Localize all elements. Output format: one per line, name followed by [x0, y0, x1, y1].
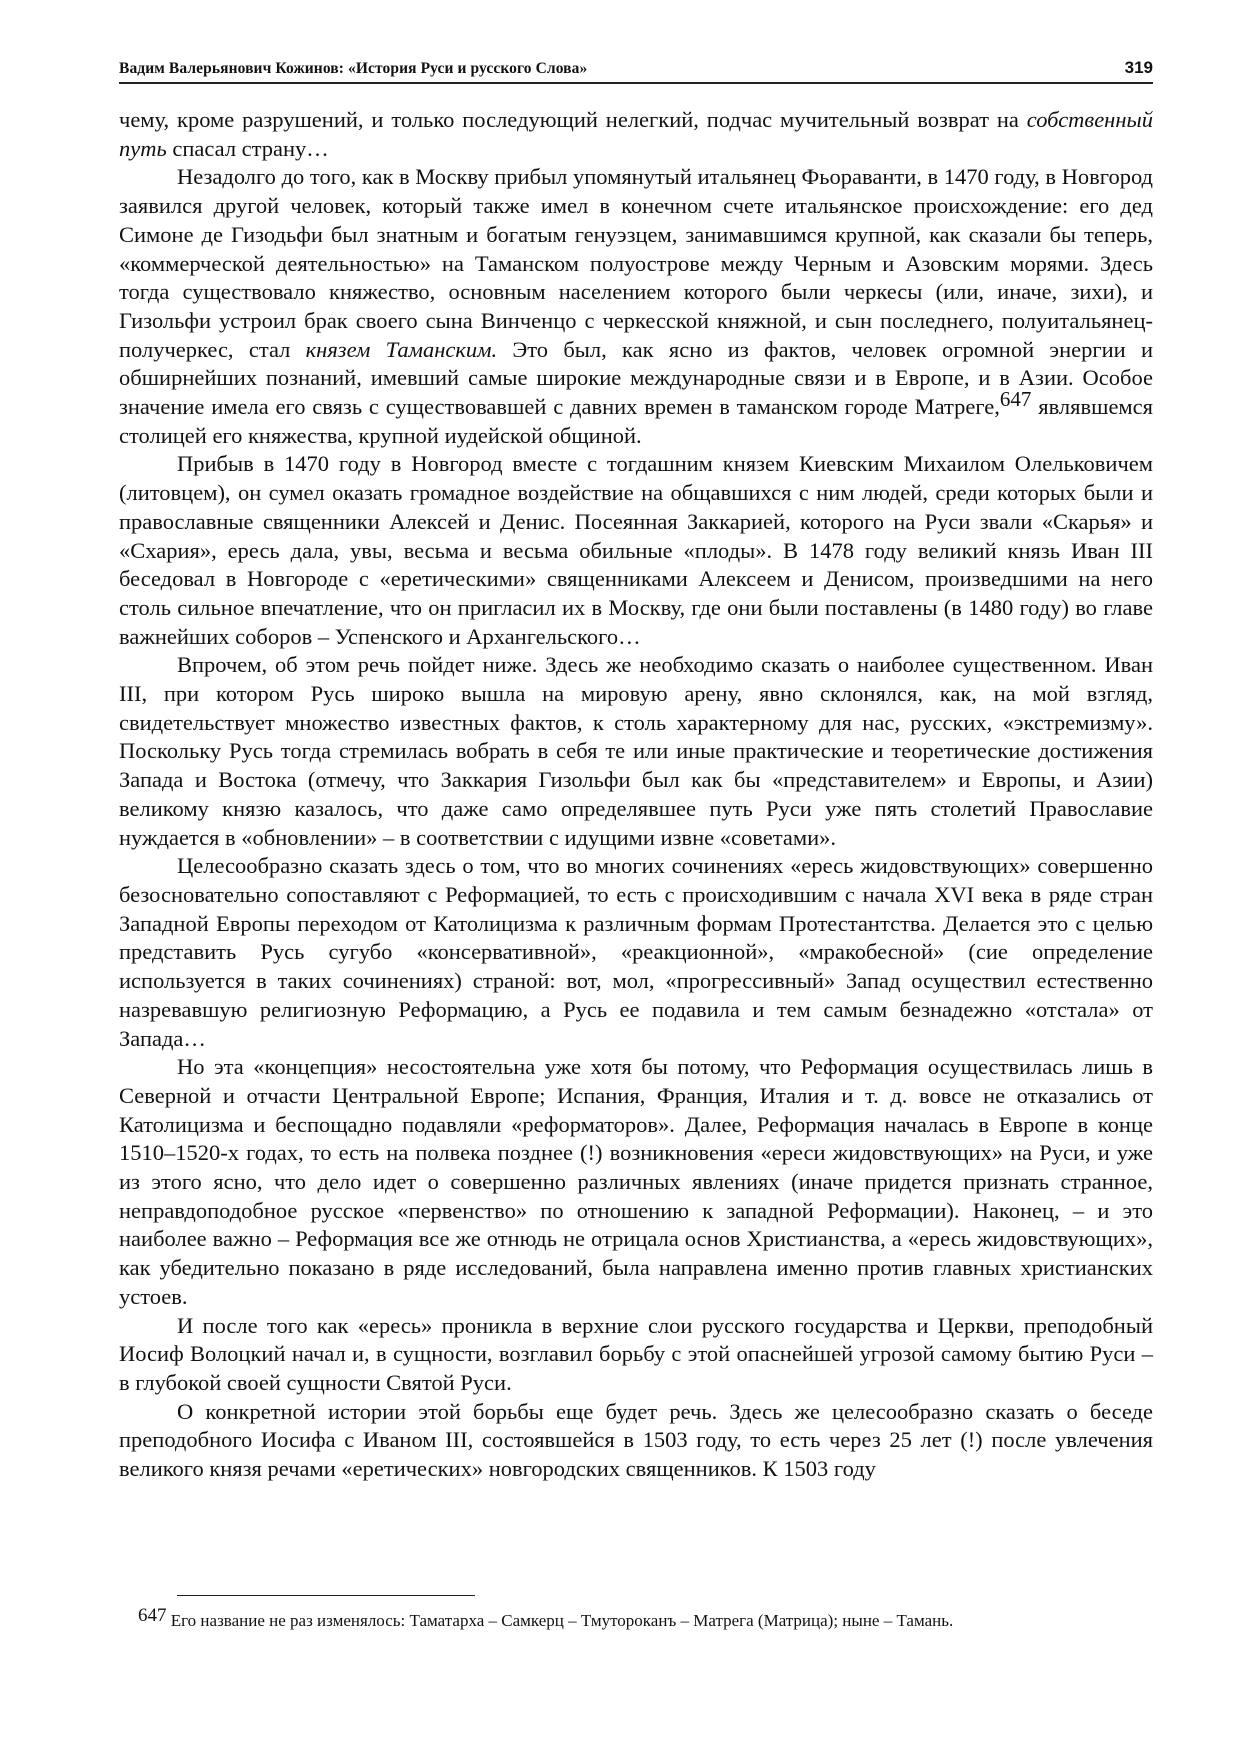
running-title: Вадим Валерьянович Кожинов: «История Руси и русского Слова»: [119, 60, 588, 77]
footnote-text: Его название не раз изменялось: Таматарха – Самкерц – Тмутороканъ – Матрега (Матрица); ныне – Тамань.: [166, 1611, 954, 1630]
paragraph-text: чему, кроме разрушений, и только последующий нелегкий, подчас мучительный возврат на: [119, 107, 1027, 132]
paragraph-8: О конкретной истории этой борьбы еще будет речь. Здесь же целесообразно сказать о беседе преподобного Иосифа с Иваном III, состоявшейся в 1503 году, то есть через 25 лет (!) после увлечения великого князя речами «еретических» новгородских священников. К 1503 году: [119, 1398, 1153, 1482]
paragraph-2: [119, 163, 1153, 450]
paragraph-text: являвшемся столицей его княжества, крупной иудейской общиной.: [119, 394, 1154, 448]
footnote: [138, 1605, 1153, 1632]
paragraph-7: И после того как «ересь» проникла в верхние слои русского государства и Церкви, преподобный Иосиф Волоцкий начал и, в сущности, возглавил борьбу с этой опаснейшей угрозой самому бытию Руси – в глубокой своей сущности Святой Руси.: [119, 1312, 1153, 1395]
italic-phrase: князем Таманским.: [305, 336, 498, 362]
paragraph-1: [119, 106, 1153, 163]
italic-phrase: собственный путь: [119, 107, 1153, 161]
paragraph-3: Прибыв в 1470 году в Новгород вместе с тогдашним князем Киевским Михаилом Олельковичем (литовцем), он сумел оказать громадное воздействие на общавшихся с ним людей, среди которых были и православные священники Алексей и Денис. Посеянная Заккарией, которого на Руси звали «Скарья» и «Схария», ересь дала, увы, весьма и весьма обильные «плоды». В 1478 году великий князь Иван III беседовал в Новгороде с «еретическими» священниками Алексеем и Денисом, произведшими на него столь сильное впечатление, что он пригласил их в Москву, где они были поставлены (в 1480 году) во главе важнейших соборов – Успенского и Архангельского…: [119, 451, 1153, 649]
body-text: [119, 106, 1153, 1484]
footnote-divider: [177, 1595, 475, 1596]
paragraph-text: спасал страну…: [166, 135, 329, 161]
paragraph-text: Незадолго до того, как в Москву прибыл упомянутый итальянец Фьораванти, в 1470 году, в Новгород заявился другой человек, который также имел в конечном счете итальянское происхождение: его дед Симоне де Гизодьфи был знатным и богатым генуэзцем, занимавшимся крупной, как сказали бы теперь, «коммерческой деятельностью» на Таманском полуострове между Черным и Азовским морями. Здесь тогда существовало княжество, основным населением которого были черкесы (или, иначе, зихи), и Гизольфи устроил брак своего сына Винченцо с черкесской княжной, и сын последнего, полуитальянец-получеркес, стал: [119, 164, 1153, 362]
footnote-reference[interactable]: 647: [999, 387, 1032, 412]
page-number: 319: [1124, 58, 1153, 77]
paragraph-5: Целесообразно сказать здесь о том, что во многих сочинениях «ересь жидовствующих» совершенно безосновательно сопоставляют с Реформацией, то есть с происходившим с начала XVI века в ряде стран Западной Европы переходом от Католицизма к различным формам Протестантства. Делается это с целью представить Русь сугубо «консервативной», «реакционной», «мракобесной» (сие определение используется в таких сочинениях) страной: вот, мол, «прогрессивный» Запад осуществил естественно назревавшую религиозную Реформацию, а Русь ее подавила и тем самым безнадежно «отстала» от Запада…: [119, 853, 1153, 1051]
paragraph-4: Впрочем, об этом речь пойдет ниже. Здесь же необходимо сказать о наиболее существенном. Иван III, при котором Русь широко вышла на мировую арену, явно склонялся, как, на мой взгляд, свидетельствует множество известных фактов, к столь характерному для нас, русских, «экстремизму». Поскольку Русь тогда стремилась вобрать в себя те или иные практические и теоретические достижения Запада и Востока (отмечу, что Заккария Гизольфи был как бы «представителем» и Европы, и Азии) великому князю казалось, что даже само определявшее путь Руси уже пять столетий Православие нуждается в «обновлении» – в соответствии с идущими извне «советами».: [119, 652, 1153, 850]
page-header: [119, 52, 1153, 84]
footnote-mark: 647: [138, 1605, 167, 1626]
paragraph-6: Но эта «концепция» несостоятельна уже хотя бы потому, что Реформация осуществилась лишь в Северной и отчасти Центральной Европе; Испания, Франция, Италия и т. д. вовсе не отказались от Католицизма и беспощадно подавляли «реформаторов». Далее, Реформация началась в Европе в конце 1510–1520-х годах, то есть на полвека позднее (!) возникновения «ереси жидовствующих» на Руси, и уже из этого ясно, что дело идет о совершенно различных явлениях (иначе придется признать странное, неправдоподобное русское «первенство» по отношению к западной Реформации). Наконец, – и это наиболее важно – Реформация все же отнюдь не отрицала основ Христианства, а «ересь жидовствующих», как убедительно показано в ряде исследований, была направлена именно против главных христианских устоев.: [119, 1054, 1153, 1309]
paragraph-text: Это был, как ясно из фактов, человек огромной энергии и обширнейших познаний, имевший самые широкие международные связи и в Европе, и в Азии. Особое значение имела его связь с существовавшей с давних времен в таманском городе Матреге,: [119, 336, 1153, 420]
